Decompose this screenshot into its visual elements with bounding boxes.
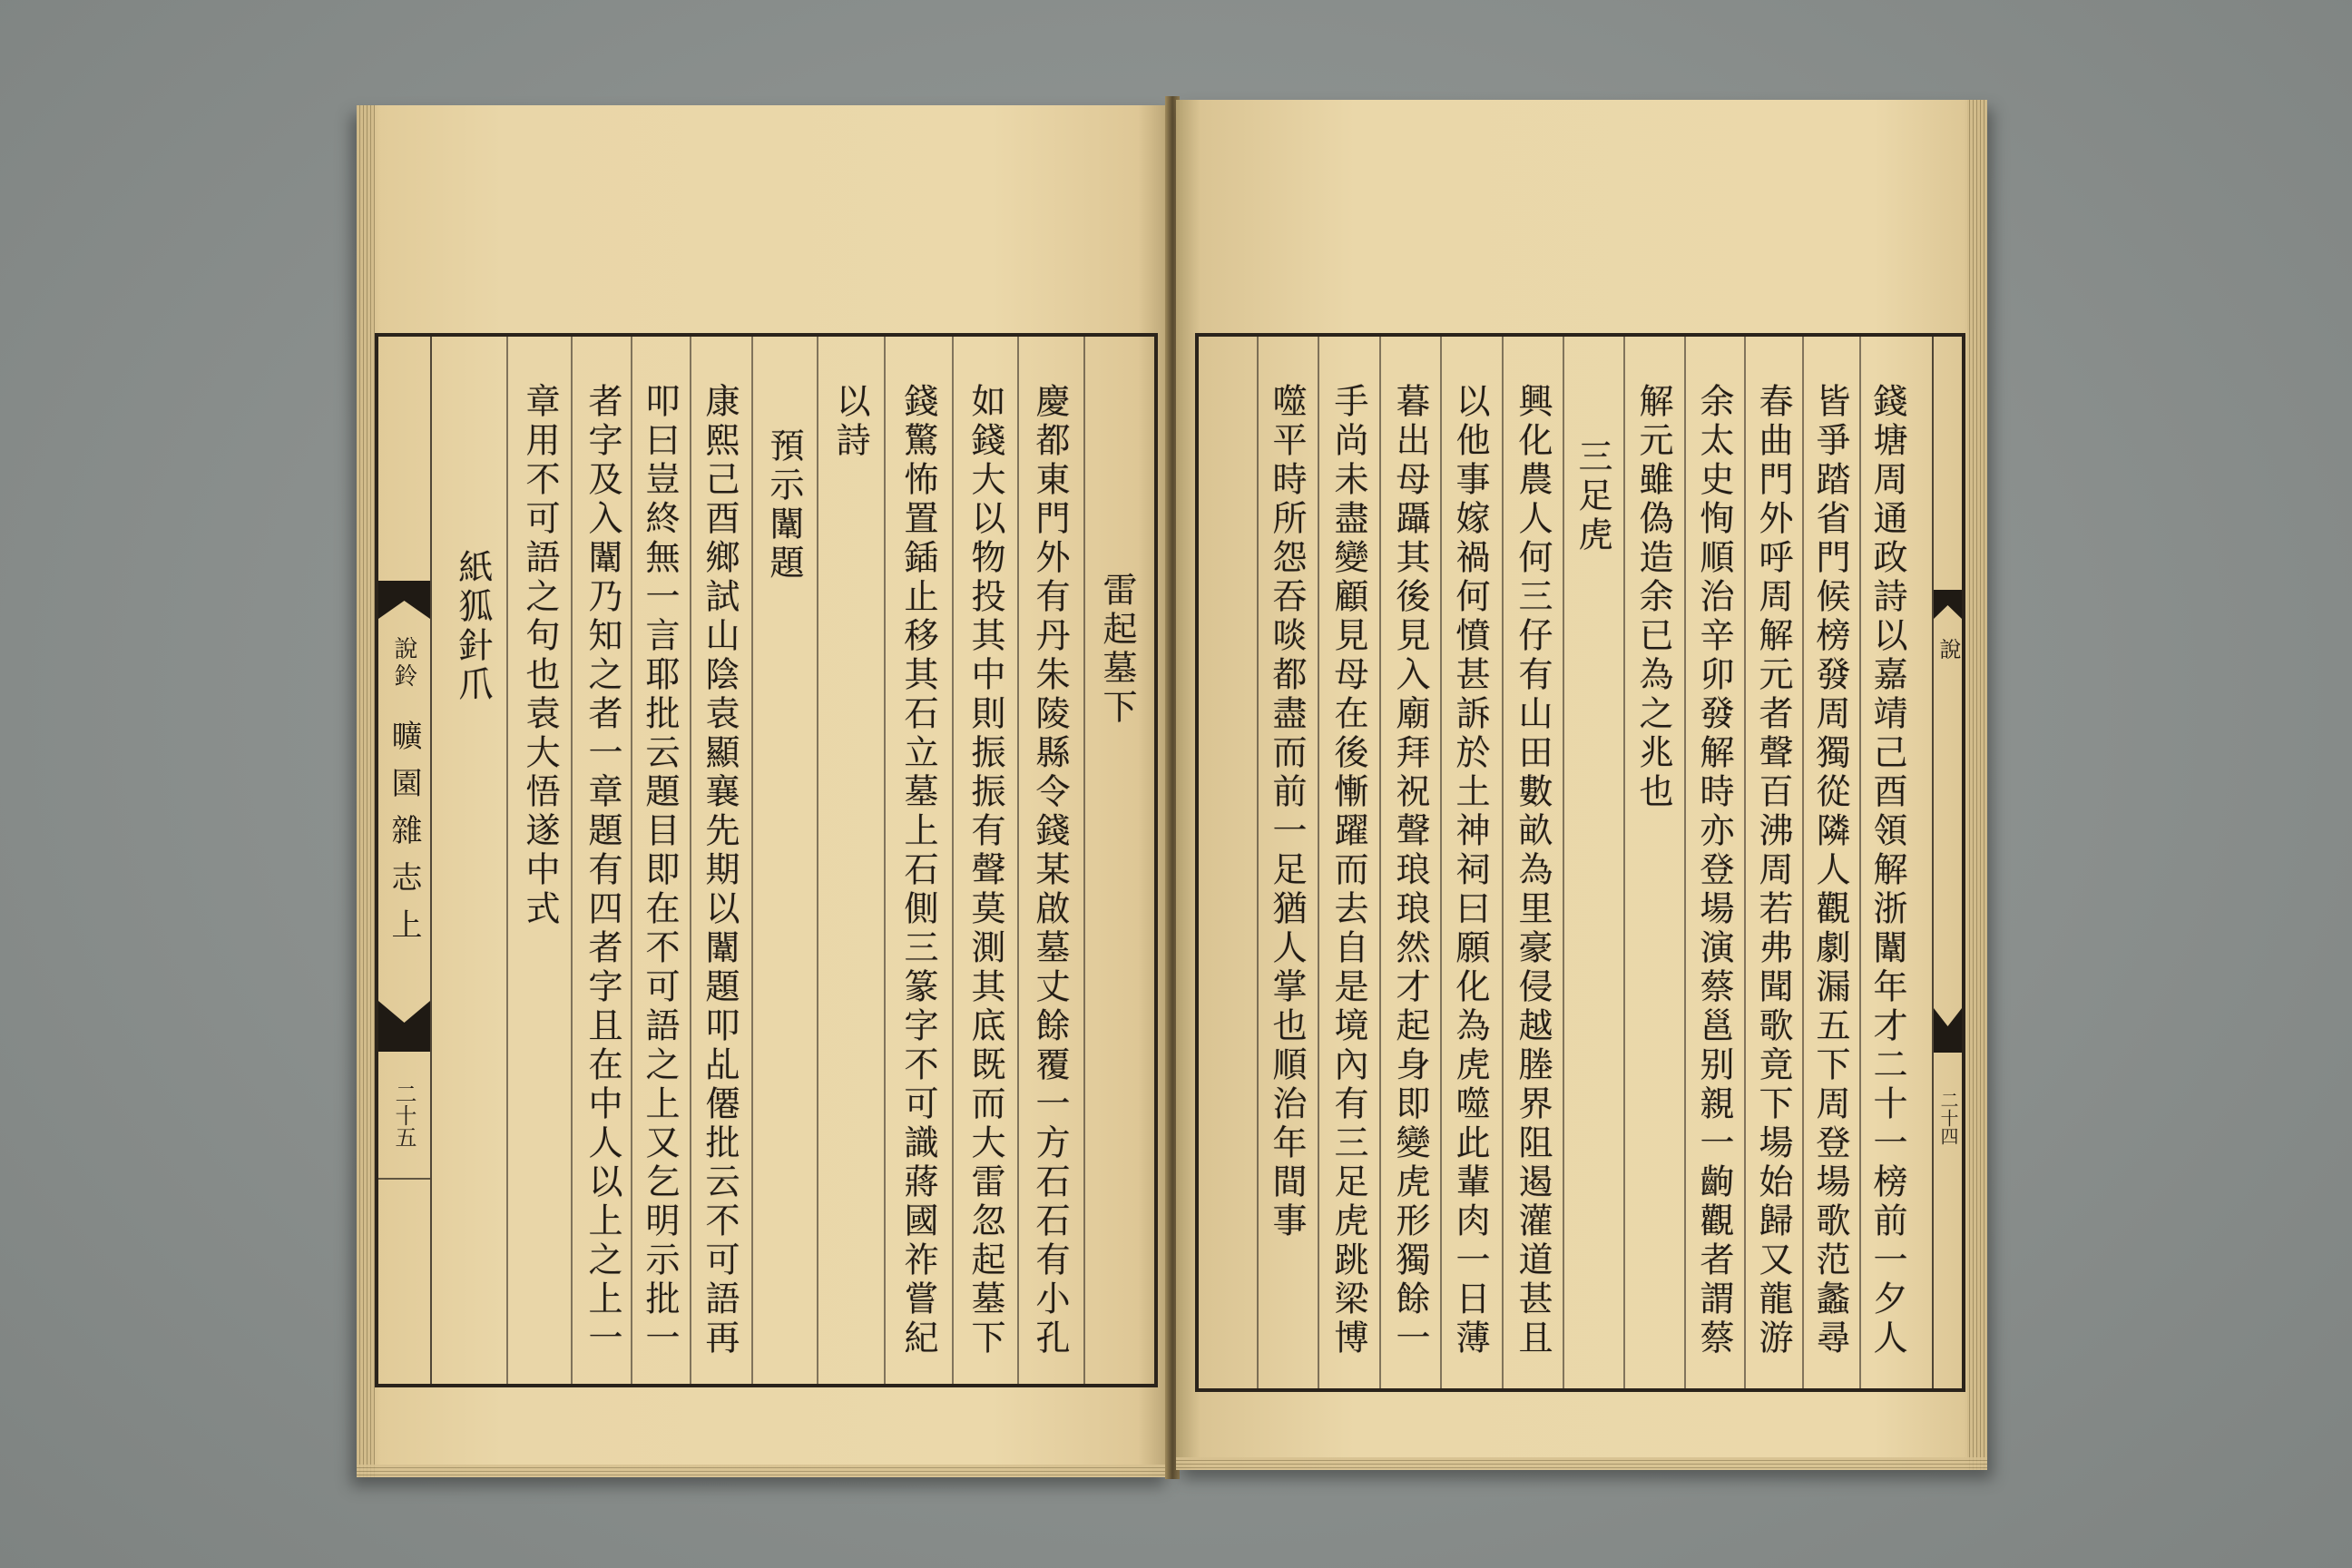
text-column: 章用不可語之句也袁大悟遂中式 (520, 383, 560, 929)
column-rule (1440, 337, 1442, 1388)
text-column: 余太史恂順治辛卯發解時亦登場演蔡邕别親一齣觀者謂蔡 (1694, 383, 1734, 1358)
section-heading: 三足虎 (1573, 438, 1612, 555)
section-heading: 雷起墓下 (1097, 572, 1137, 728)
page-number: 二十五 (391, 1083, 416, 1148)
printed-frame (375, 333, 1158, 1387)
text-column: 噬平時所怨吞啖都盡而前一足猶人掌也順治年間事 (1267, 383, 1307, 1241)
column-rule (1502, 337, 1504, 1388)
section-heading: 預示闈題 (764, 427, 804, 583)
text-column: 暮出母躡其後見入廟拜祝聲琅琅然才起身即變虎形獨餘一 (1390, 383, 1430, 1358)
collection-title: 說鈴 (390, 636, 417, 691)
column-rule (817, 337, 818, 1384)
column-rule (1257, 337, 1259, 1388)
text-column: 如錢大以物投其中則振振有聲莫測其底既而大雷忽起墓下 (965, 383, 1005, 1358)
text-column: 以詩 (830, 383, 870, 461)
text-column: 手尚未盡變顧見母在後慚躍而去自是境內有三足虎跳梁博 (1328, 383, 1368, 1358)
text-column: 春曲門外呼周解元者聲百沸周若弗聞歌竟下場始歸又龍游 (1753, 383, 1793, 1358)
text-column: 錢驚怖置鍤止移其石立墓上石側三篆字不可識蔣國祚嘗紀 (898, 383, 938, 1358)
column-rule (1623, 337, 1625, 1388)
column-rule (1684, 337, 1686, 1388)
column-rule (1083, 337, 1085, 1384)
column-rule (1379, 337, 1381, 1388)
column-rule (884, 337, 886, 1384)
text-column: 皆爭踏省門候榜發周獨從隣人觀劇漏五下周登場歌范蠡尋 (1810, 383, 1850, 1358)
page-edge-stack (1967, 100, 1987, 1470)
section-heading: 紙狐針爪 (453, 549, 493, 705)
right-page (1176, 100, 1987, 1470)
column-rule (690, 337, 691, 1384)
text-column: 者字及入闈乃知之者一章題有四者字且在中人以上之上一 (583, 383, 622, 1358)
column-rule (506, 337, 508, 1384)
fold-title-partial: 說 (1936, 638, 1961, 660)
text-column: 解元雖偽造余已為之兆也 (1633, 383, 1673, 812)
printed-frame (1195, 333, 1965, 1392)
column-rule (1017, 337, 1019, 1384)
upper-fish-tail-mark (1934, 590, 1962, 619)
text-column: 慶都東門外有丹朱陵縣令錢某啟墓丈餘覆一方石石有小孔 (1030, 383, 1070, 1358)
column-rule (1318, 337, 1319, 1388)
lower-fish-tail-mark (378, 1001, 430, 1052)
page-edge-stack (357, 1465, 1171, 1477)
text-column: 以他事嫁禍何憤甚訴於土神祠曰願化為虎噬此輩肉一日薄 (1450, 383, 1490, 1358)
column-rule (751, 337, 753, 1384)
fold-strip (378, 337, 432, 1384)
upper-fish-tail-mark (378, 581, 430, 619)
text-column: 錢塘周通政詩以嘉靖己酉領解浙闈年才二十一榜前一夕人 (1867, 383, 1907, 1358)
fold-divider-line (378, 1178, 430, 1180)
left-page (357, 105, 1171, 1477)
page-edge-stack (1176, 1457, 1987, 1470)
text-column: 康熙己酉鄉試山陰袁顯襄先期以闈題叩乩僊批云不可語再 (700, 383, 740, 1358)
page-edge-stack (357, 105, 375, 1477)
column-rule (571, 337, 573, 1384)
lower-fish-tail-mark (1934, 1008, 1962, 1053)
page-number: 二十四 (1937, 1091, 1959, 1145)
text-column: 興化農人何三仔有山田數畝為里豪侵越塍界阻遏灌道甚且 (1513, 383, 1553, 1358)
column-rule (952, 337, 954, 1384)
text-column: 叩曰豈終無一言耶批云題目即在不可語之上又乞明示批一 (640, 383, 680, 1358)
fold-strip (1932, 337, 1962, 1388)
book-title: 曠園雜志上 (386, 720, 422, 956)
column-rule (1563, 337, 1564, 1388)
